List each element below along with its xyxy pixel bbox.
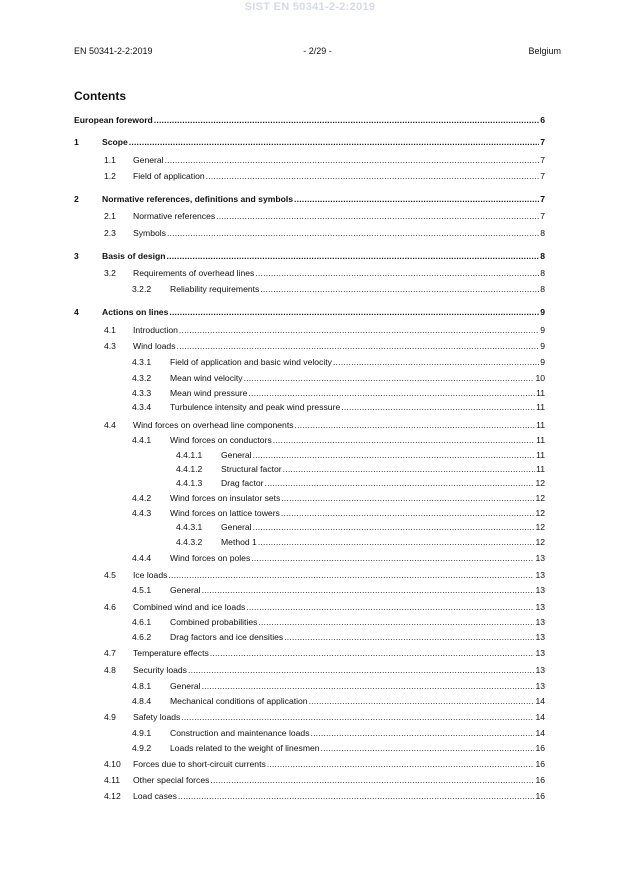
toc-leader-dots [258,536,535,548]
toc-entry-page: 16 [535,775,545,785]
toc-leader-dots [248,387,535,399]
page-header [74,45,561,57]
toc-leader-dots [341,401,535,413]
toc-entry-title: Requirements of overhead lines [133,268,255,278]
toc-entry-page: 13 [535,585,545,595]
toc-entry-page: 13 [535,602,545,612]
toc-entry[interactable] [74,647,545,659]
toc-entry-title: Drag factor [221,478,264,488]
toc-leader-dots [206,170,540,182]
toc-entry-number: 4.3.2 [132,373,152,383]
toc-entry-title: Combined probabilities [170,617,258,627]
toc-entry[interactable] [74,387,545,399]
toc-entry[interactable] [74,727,545,739]
toc-entry[interactable] [74,419,545,431]
toc-entry-title: Method 1 [221,537,257,547]
toc-entry-page: 16 [535,791,545,801]
toc-entry-page: 11 [536,388,545,398]
toc-leader-dots [281,507,535,519]
toc-entry-title: Basis of design [102,251,166,261]
toc-entry-title: Wind loads [133,341,176,351]
toc-leader-dots [169,306,539,318]
toc-entry-number: 4.4 [104,420,116,430]
toc-entry-page: 10 [535,373,545,383]
toc-entry-number: 4.9 [104,712,116,722]
toc-entry[interactable] [74,356,545,368]
toc-entry-number: 1.1 [104,155,116,165]
toc-leader-dots [202,584,535,596]
toc-entry-page: 9 [540,357,545,367]
toc-leader-dots [321,742,535,754]
toc-entry[interactable] [74,324,545,336]
toc-entry[interactable] [74,449,545,461]
toc-entry-number: 1.2 [104,171,116,181]
toc-entry-title: Actions on lines [102,307,169,317]
toc-leader-dots [284,631,534,643]
toc-entry-number: 4.4.1 [132,435,152,445]
toc-entry-title: Normative references [133,211,216,221]
toc-leader-dots [181,711,534,723]
toc-entry-number: 4.8.1 [132,681,152,691]
toc-entry-page: 13 [535,648,545,658]
toc-entry-page: 12 [535,522,545,532]
toc-entry-page: 8 [540,228,545,238]
toc-entry-title: Loads related to the weight of linesmen [170,743,320,753]
toc-entry-title: Wind forces on insulator sets [170,493,281,503]
toc-entry-page: 12 [535,478,545,488]
toc-entry-title: Field of application and basic wind velocity [170,357,332,367]
toc-entry-title: Reliability requirements [170,284,260,294]
toc-leader-dots [246,601,534,613]
toc-leader-dots [265,477,535,489]
toc-entry[interactable] [74,340,545,352]
toc-entry[interactable] [74,136,545,148]
toc-entry[interactable] [74,250,545,262]
toc-entry[interactable] [74,552,545,564]
toc-entry-title: Symbols [133,228,166,238]
toc-entry-number: 4.4.4 [132,553,152,563]
toc-entry-title: Load cases [133,791,177,801]
toc-entry-number: 4.7 [104,648,116,658]
toc-leader-dots [294,193,539,205]
toc-entry-page: 14 [535,696,545,706]
toc-entry-number: 4.3.4 [132,402,152,412]
toc-entry-number: 2.3 [104,228,116,238]
toc-entry-title: Field of application [133,171,205,181]
toc-entry-page: 13 [535,665,545,675]
toc-entry[interactable] [74,507,545,519]
toc-entry-page: 7 [540,137,545,147]
toc-leader-dots [251,552,534,564]
toc-leader-dots [281,492,534,504]
toc-entry-page: 9 [540,307,545,317]
toc-entry-number: 2 [74,194,79,204]
toc-leader-dots [129,136,539,148]
toc-entry-page: 13 [535,553,545,563]
toc-leader-dots [283,463,535,475]
toc-entry-page: 13 [535,632,545,642]
toc-entry-page: 8 [540,268,545,278]
toc-entry-number: 4.9.1 [132,728,152,738]
toc-entry[interactable] [74,521,545,533]
toc-entry-number: 4.11 [104,775,121,785]
toc-leader-dots [168,569,534,581]
toc-entry-page: 14 [535,728,545,738]
toc-leader-dots [210,647,535,659]
toc-entry[interactable] [74,790,545,802]
toc-entry-title: Safety loads [133,712,181,722]
toc-entry-title: General [221,450,252,460]
toc-entry-number: 4.4.1.3 [176,478,203,488]
toc-leader-dots [258,616,534,628]
toc-entry-number: 4.4.1.2 [176,464,203,474]
page-number: - 2/29 - [303,46,332,56]
toc-entry-number: 4.5 [104,570,116,580]
toc-entry[interactable] [74,616,545,628]
toc-entry-page: 14 [535,712,545,722]
toc-entry-page: 11 [536,450,545,460]
toc-entry[interactable] [74,477,545,489]
toc-entry-number: 4.1 [104,325,116,335]
toc-entry-page: 11 [536,435,545,445]
toc-leader-dots [255,267,539,279]
toc-entry-title: Temperature effects [133,648,209,658]
toc-leader-dots [210,774,534,786]
toc-leader-dots [167,250,540,262]
toc-entry[interactable] [74,569,545,581]
toc-leader-dots [253,521,535,533]
toc-entry[interactable] [74,210,545,222]
toc-entry-title: Structural factor [221,464,282,474]
toc-leader-dots [179,324,539,336]
toc-entry-title: Wind forces on poles [170,553,251,563]
toc-entry-page: 11 [536,464,545,474]
toc-entry-title: Wind forces on lattice towers [170,508,280,518]
toc-entry-number: 4.8 [104,665,116,675]
toc-entry-number: 4.6.1 [132,617,152,627]
toc-entry-title: Forces due to short-circuit currents [133,759,266,769]
toc-leader-dots [273,434,535,446]
toc-entry[interactable] [74,695,545,707]
toc-entry[interactable] [74,774,545,786]
toc-entry[interactable] [74,536,545,548]
toc-entry-page: 7 [540,194,545,204]
toc-entry[interactable] [74,283,545,295]
toc-leader-dots [167,227,539,239]
toc-entry[interactable] [74,193,545,205]
toc-entry-number: 4.4.1.1 [176,450,203,460]
toc-entry[interactable] [74,267,545,279]
toc-entry-number: 2.1 [104,211,116,221]
toc-entry-number: 1 [74,137,79,147]
toc-entry[interactable] [74,434,545,446]
toc-entry-title: Turbulence intensity and peak wind pressure [170,402,341,412]
toc-entry-title: Normative references, definitions and symbols [102,194,294,204]
toc-leader-dots [309,695,535,707]
toc-entry-number: 4.8.4 [132,696,152,706]
contents-heading: Contents [74,89,126,103]
toc-entry-number: 4.6 [104,602,116,612]
toc-leader-dots [165,154,540,166]
toc-entry[interactable] [74,401,545,413]
toc-entry[interactable] [74,711,545,723]
toc-entry-number: 4.10 [104,759,121,769]
toc-entry-page: 6 [540,115,545,125]
toc-entry-title: European foreword [74,115,153,125]
document-id: EN 50341-2-2:2019 [74,46,153,56]
toc-entry-page: 7 [540,155,545,165]
toc-entry-number: 4.3.1 [132,357,152,367]
toc-entry-title: Mean wind velocity [170,373,243,383]
toc-entry-page: 9 [540,341,545,351]
toc-entry-number: 4.4.3 [132,508,152,518]
toc-entry-title: Drag factors and ice densities [170,632,284,642]
toc-leader-dots [154,114,539,126]
toc-entry[interactable] [74,227,545,239]
toc-entry[interactable] [74,601,545,613]
toc-entry-title: Combined wind and ice loads [133,602,246,612]
toc-entry-number: 4.4.3.2 [176,537,203,547]
toc-entry-number: 4 [74,307,79,317]
toc-leader-dots [177,340,540,352]
toc-entry[interactable] [74,758,545,770]
toc-entry-number: 3 [74,251,79,261]
toc-entry-number: 4.9.2 [132,743,152,753]
toc-entry-title: General [170,681,201,691]
toc-entry-title: Mean wind pressure [170,388,248,398]
toc-entry-title: Scope [102,137,128,147]
toc-entry-page: 13 [535,681,545,691]
toc-entry[interactable] [74,631,545,643]
toc-entry-number: 4.12 [104,791,121,801]
toc-leader-dots [333,356,539,368]
toc-entry[interactable] [74,742,545,754]
toc-entry[interactable] [74,584,545,596]
toc-entry-page: 8 [540,251,545,261]
toc-entry-page: 12 [535,508,545,518]
toc-entry-page: 12 [535,493,545,503]
toc-entry-title: Other special forces [133,775,210,785]
toc-entry-title: General [170,585,201,595]
toc-entry-page: 13 [535,617,545,627]
toc-leader-dots [244,372,535,384]
toc-entry-number: 4.4.3.1 [176,522,203,532]
toc-entry-page: 7 [540,211,545,221]
toc-entry-page: 8 [540,284,545,294]
toc-entry[interactable] [74,664,545,676]
toc-leader-dots [188,664,534,676]
toc-entry[interactable] [74,170,545,182]
toc-entry-number: 4.3 [104,341,116,351]
toc-entry[interactable] [74,492,545,504]
toc-entry-page: 9 [540,325,545,335]
toc-entry-number: 3.2 [104,268,116,278]
toc-entry-page: 12 [535,537,545,547]
toc-entry-title: General [133,155,164,165]
toc-leader-dots [267,758,535,770]
toc-entry-number: 3.2.2 [132,284,152,294]
toc-leader-dots [216,210,539,222]
toc-entry[interactable] [74,114,545,126]
toc-entry-page: 11 [536,420,545,430]
toc-entry-number: 4.6.2 [132,632,152,642]
toc-leader-dots [178,790,534,802]
toc-leader-dots [311,727,535,739]
watermark-text: SIST EN 50341-2-2:2019 [244,1,376,13]
toc-entry-title: Security loads [133,665,187,675]
toc-entry[interactable] [74,154,545,166]
toc-entry-title: Mechanical conditions of application [170,696,308,706]
toc-entry-page: 16 [535,743,545,753]
toc-entry-number: 4.3.3 [132,388,152,398]
toc-leader-dots [202,680,535,692]
toc-entry-page: 13 [535,570,545,580]
toc-entry-title: General [221,522,252,532]
toc-entry[interactable] [74,680,545,692]
toc-leader-dots [253,449,536,461]
toc-entry-page: 11 [536,402,545,412]
toc-entry[interactable] [74,372,545,384]
toc-entry-title: Introduction [133,325,178,335]
toc-entry-title: Ice loads [133,570,168,580]
toc-entry[interactable] [74,306,545,318]
toc-entry-title: Wind forces on overhead line components [133,420,294,430]
toc-entry-number: 4.4.2 [132,493,152,503]
toc-entry-page: 7 [540,171,545,181]
toc-entry-title: Construction and maintenance loads [170,728,310,738]
toc-leader-dots [295,419,536,431]
toc-leader-dots [260,283,539,295]
toc-entry-number: 4.5.1 [132,585,152,595]
toc-entry-title: Wind forces on conductors [170,435,272,445]
toc-entry-page: 16 [535,759,545,769]
country-label: Belgium [528,46,561,56]
toc-entry[interactable] [74,463,545,475]
